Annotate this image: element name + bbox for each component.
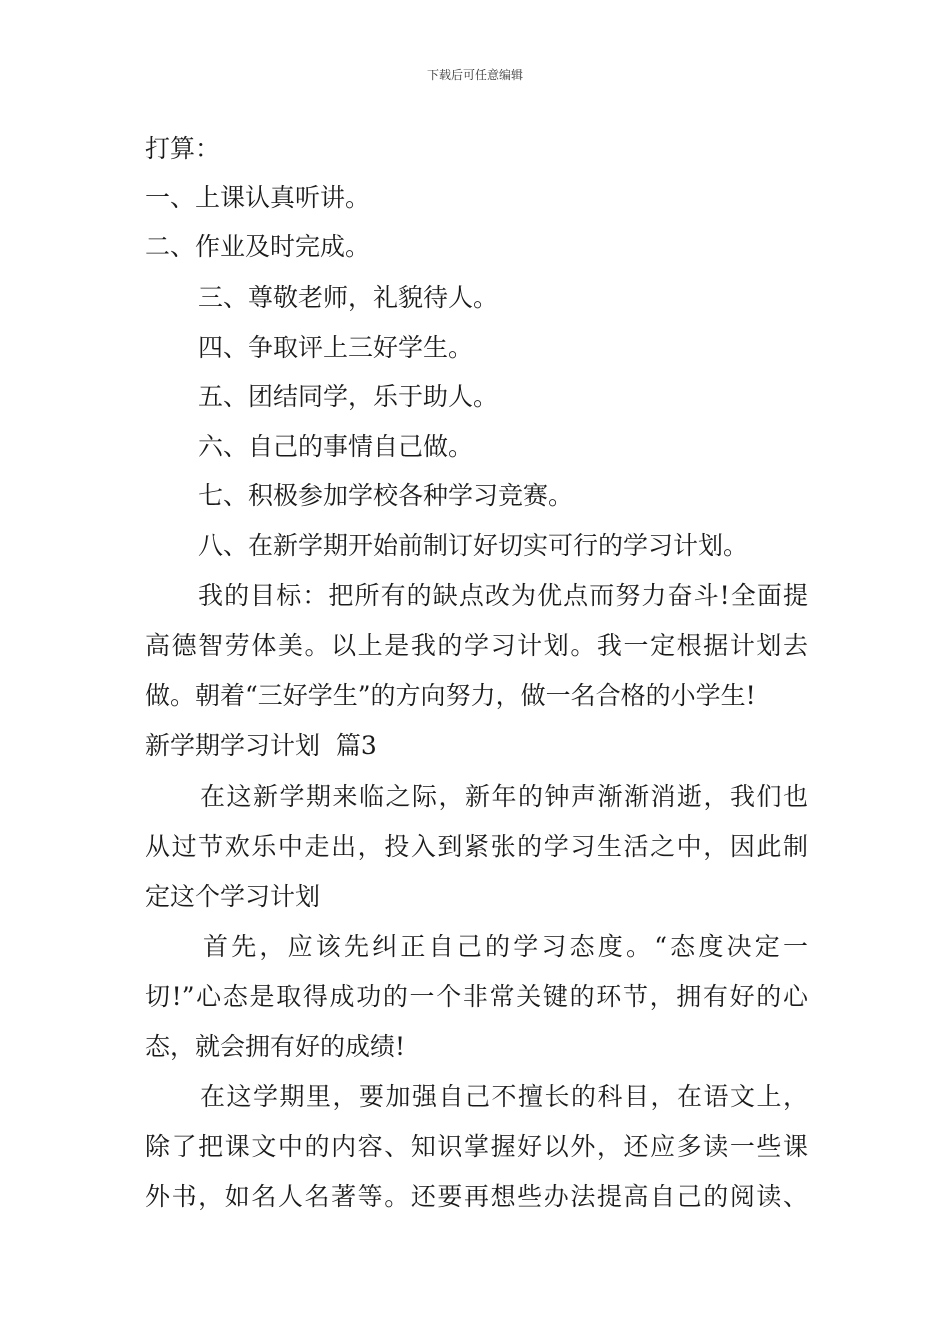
subjects-paragraph-line-2: 除了把课文中的内容、知识掌握好以外，还应多读一些课	[145, 1132, 808, 1161]
subjects-paragraph-line-3: 外书，如名人名著等。还要再想些办法提高自己的阅读、	[145, 1182, 808, 1211]
goal-paragraph-line-3: 做。朝着“三好学生”的方向努力，做一名合格的小学生!	[145, 681, 756, 710]
section-title: 新学期学习计划 篇3	[145, 731, 377, 760]
page-header-note: 下载后可任意编辑	[426, 68, 523, 82]
intro-paragraph-line-3: 定这个学习计划	[145, 882, 321, 911]
attitude-paragraph-line-2: 切!”心态是取得成功的一个非常关键的环节，拥有好的心	[145, 982, 808, 1011]
attitude-paragraph-line-1: 首先，应该先纠正自己的学习态度。“态度决定一	[203, 932, 808, 961]
attitude-paragraph-line-3: 态，就会拥有好的成绩!	[145, 1032, 406, 1061]
plan-item-2: 二、作业及时完成。	[145, 232, 371, 261]
plan-item-4: 四、争取评上三好学生。	[198, 333, 474, 362]
plan-item-1: 一、上课认真听讲。	[145, 183, 371, 212]
plan-item-8: 八、在新学期开始前制订好切实可行的学习计划。	[198, 531, 749, 560]
plan-item-5: 五、团结同学，乐于助人。	[198, 382, 499, 411]
intro-paragraph-line-2: 从过节欢乐中走出，投入到紧张的学习生活之中，因此制	[145, 832, 808, 861]
plan-item-6: 六、自己的事情自己做。	[198, 432, 474, 461]
plan-item-3: 三、尊敬老师，礼貌待人。	[198, 283, 499, 312]
goal-paragraph-line-2: 高德智劳体美。以上是我的学习计划。我一定根据计划去	[145, 631, 808, 660]
plan-item-7: 七、积极参加学校各种学习竞赛。	[198, 481, 574, 510]
subjects-paragraph-line-1: 在这学期里，要加强自己不擅长的科目，在语文上，	[200, 1082, 808, 1111]
intro-paragraph-line-1: 在这新学期来临之际，新年的钟声渐渐消逝，我们也	[200, 782, 808, 811]
plan-heading: 打算：	[145, 134, 221, 163]
goal-paragraph-line-1: 我的目标：把所有的缺点改为优点而努力奋斗!全面提	[198, 581, 808, 610]
